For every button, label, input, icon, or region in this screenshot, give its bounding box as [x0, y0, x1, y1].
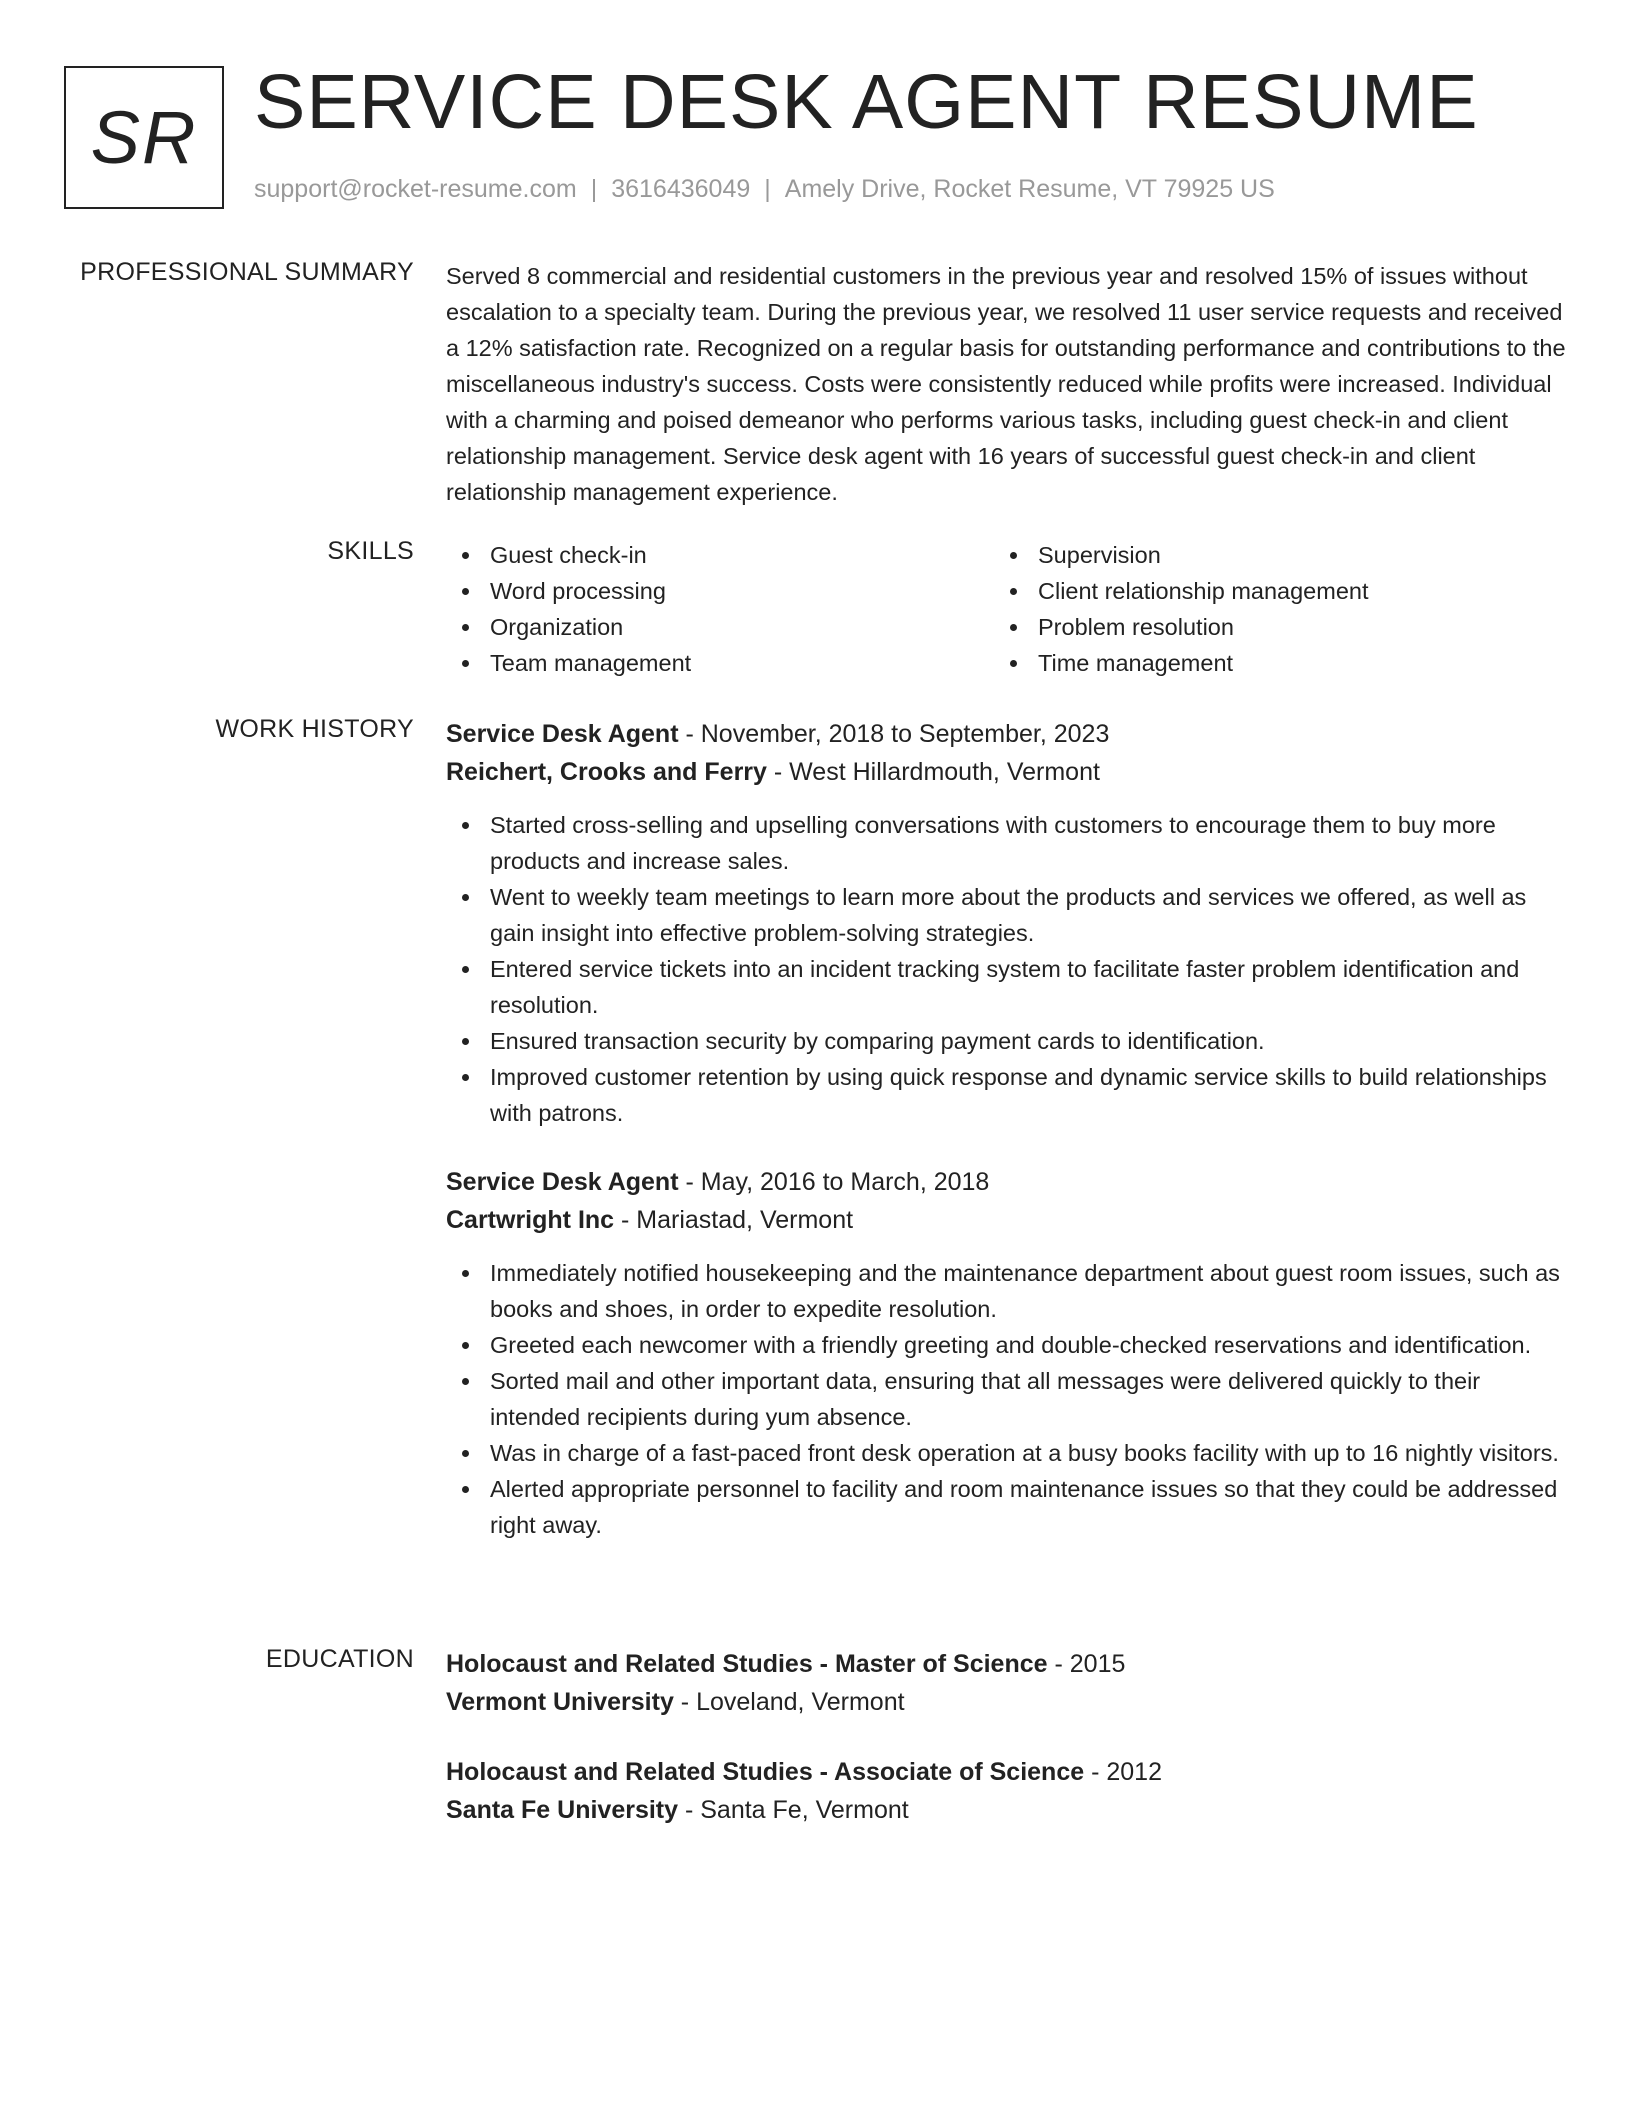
job-title: Service Desk Agent: [446, 1168, 679, 1196]
school-location: - Loveland, Vermont: [673, 1688, 905, 1716]
job-bullet: Sorted mail and other important data, ensuring that all messages were delivered quickly to their intended recipients during yum absence.: [446, 1363, 1566, 1435]
skill-item: Time management: [994, 645, 1542, 681]
job-title-line: [446, 715, 1566, 753]
contact-line: [254, 175, 1275, 204]
education-body: [446, 1645, 1566, 1861]
page-title: SERVICE DESK AGENT RESUME: [254, 59, 1479, 145]
job-entry: [446, 715, 1566, 1131]
section-heading-education: EDUCATION: [265, 1645, 414, 1673]
contact-separator: |: [764, 175, 771, 203]
skills-column-2: [994, 537, 1542, 681]
job-bullets: [446, 807, 1566, 1131]
skill-item: Word processing: [446, 573, 994, 609]
section-heading-skills: SKILLS: [327, 537, 414, 565]
degree-name: Holocaust and Related Studies - Associate of Science: [446, 1758, 1085, 1786]
contact-email[interactable]: support@rocket-resume.com: [254, 175, 577, 203]
degree-year: - 2015: [1047, 1650, 1126, 1678]
skill-item: Supervision: [994, 537, 1542, 573]
job-bullet: Entered service tickets into an incident tracking system to facilitate faster problem identification and resolution.: [446, 951, 1566, 1023]
section-heading-summary: PROFESSIONAL SUMMARY: [80, 258, 414, 286]
skill-item: Problem resolution: [994, 609, 1542, 645]
job-bullet: Immediately notified housekeeping and the maintenance department about guest room issues, such as books and shoes, in order to expedite resolution.: [446, 1255, 1566, 1327]
job-entry: [446, 1163, 1566, 1543]
job-bullet: Greeted each newcomer with a friendly greeting and double-checked reservations and identification.: [446, 1327, 1566, 1363]
school-location: - Santa Fe, Vermont: [678, 1796, 909, 1824]
skill-item: Guest check-in: [446, 537, 994, 573]
job-dates: - May, 2016 to March, 2018: [678, 1168, 990, 1196]
contact-address: Amely Drive, Rocket Resume, VT 79925 US: [784, 175, 1275, 203]
contact-phone[interactable]: 3616436049: [611, 175, 751, 203]
monogram-badge: SR: [64, 66, 224, 209]
degree-line: [446, 1753, 1566, 1791]
skills-column-1: [446, 537, 994, 681]
summary-text: Served 8 commercial and residential customers in the previous year and resolved 15% of issues without escalation to a specialty team. During the previous year, we resolved 11 user service requests and received a 12% satisfaction rate. Recognized on a regular basis for outstanding performance and contributions to the miscellaneous industry's success. Costs were consistently reduced while profits were increased. Individual with a charming and poised demeanor who performs various tasks, including guest check-in and client relationship management. Service desk agent with 16 years of successful guest check-in and client relationship management experience.: [446, 263, 1566, 505]
job-bullet: Improved customer retention by using quick response and dynamic service skills to build relationships with patrons.: [446, 1059, 1566, 1131]
school-name: Santa Fe University: [446, 1796, 679, 1824]
job-bullet: Was in charge of a fast-paced front desk operation at a busy books facility with up to 16 nightly visitors.: [446, 1435, 1566, 1471]
skill-item: Client relationship management: [994, 573, 1542, 609]
school-line: [446, 1683, 1566, 1721]
job-location: - Mariastad, Vermont: [614, 1206, 854, 1234]
job-bullet: Alerted appropriate personnel to facility and room maintenance issues so that they could be addressed right away.: [446, 1471, 1566, 1543]
school-name: Vermont University: [446, 1688, 674, 1716]
job-company: Reichert, Crooks and Ferry: [446, 758, 767, 786]
school-line: [446, 1791, 1566, 1829]
job-company: Cartwright Inc: [446, 1206, 615, 1234]
job-company-line: [446, 1201, 1566, 1239]
degree-year: - 2012: [1084, 1758, 1162, 1786]
job-bullets: [446, 1255, 1566, 1543]
skill-item: Organization: [446, 609, 994, 645]
education-entry: [446, 1645, 1566, 1721]
job-bullet: Ensured transaction security by comparing payment cards to identification.: [446, 1023, 1566, 1059]
skills-grid: [446, 537, 1566, 681]
skill-item: Team management: [446, 645, 994, 681]
degree-name: Holocaust and Related Studies - Master of Science: [446, 1650, 1048, 1678]
job-bullet: Started cross-selling and upselling conversations with customers to encourage them to buy more products and increase sales.: [446, 807, 1566, 879]
job-company-line: [446, 753, 1566, 791]
job-dates: - November, 2018 to September, 2023: [678, 720, 1110, 748]
job-location: - West Hillardmouth, Vermont: [766, 758, 1100, 786]
job-title: Service Desk Agent: [446, 720, 679, 748]
education-entry: [446, 1753, 1566, 1829]
job-bullet: Went to weekly team meetings to learn more about the products and services we offered, as well as gain insight into effective problem-solving strategies.: [446, 879, 1566, 951]
contact-separator: |: [590, 175, 598, 203]
degree-line: [446, 1645, 1566, 1683]
work-history-body: [446, 715, 1566, 1575]
job-title-line: [446, 1163, 1566, 1201]
section-heading-work-history: WORK HISTORY: [215, 715, 414, 743]
